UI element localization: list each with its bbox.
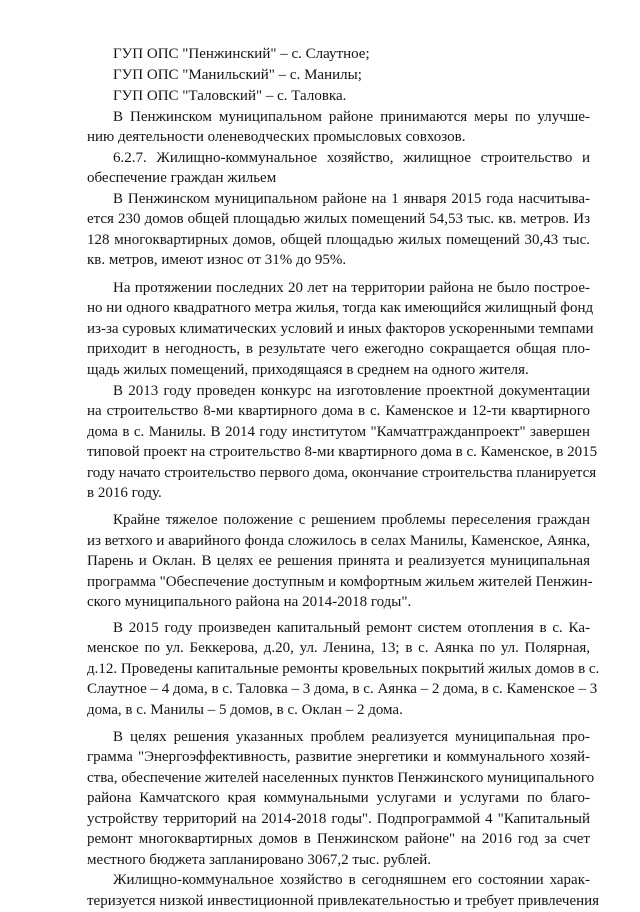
- text-line: в 2016 году.: [87, 485, 162, 501]
- text-line: из-за суровых климатических условий и иных факторов ускоренными темпами: [87, 321, 594, 337]
- text-line: из ветхого и аварийного фонда сложилось в селах Манилы, Каменское, Аянка,: [87, 533, 590, 549]
- text-line: дома в с. Манилы. В 2014 году институтом "Камчатгражданпроект" завершен: [87, 424, 590, 440]
- text-line: ГУП ОПС "Таловский" – с. Таловка.: [113, 88, 347, 104]
- text-line: грамма "Энергоэффективность, развитие энергетики и коммунального хозяй-: [87, 749, 590, 765]
- text-line: дома, в с. Манилы – 5 домов, в с. Оклан – 2 дома.: [87, 702, 403, 718]
- text-line: В 2015 году произведен капитальный ремонт систем отопления в с. Ка-: [113, 620, 590, 636]
- text-line: менское по ул. Беккерова, д.20, ул. Ленина, 13; в с. Аянка по ул. Полярная,: [87, 640, 590, 656]
- text-line: В 2013 году проведен конкурс на изготовление проектной документации: [113, 383, 590, 399]
- text-line: щадь жилых помещений, приходящаяся в среднем на одного жителя.: [87, 362, 529, 378]
- text-line: нию деятельности оленеводческих промысловых совхозов.: [87, 129, 466, 145]
- text-line: Слаутное – 4 дома, в с. Таловка – 3 дома, в с. Аянка – 2 дома, в с. Каменское – 3: [87, 681, 598, 697]
- text-line: но ни одного квадратного метра жилья, тогда как имеющийся жилищный фонд: [87, 300, 594, 316]
- text-line: программа "Обеспечение доступным и комфортным жильем жителей Пенжин-: [87, 574, 593, 590]
- text-line: На протяжении последних 20 лет на территории района не было построе-: [113, 280, 590, 296]
- text-line: д.12. Проведены капитальные ремонты кровельных покрытий жилых домов в с.: [87, 661, 600, 677]
- text-line: района Камчатского края коммунальными услугами и услугами по благо-: [87, 790, 590, 806]
- text-line: кв. метров, имеют износ от 31% до 95%.: [87, 252, 347, 268]
- text-line: ГУП ОПС "Манильский" – с. Манилы;: [113, 67, 362, 83]
- text-line: местного бюджета запланировано 3067,2 тыс. рублей.: [87, 852, 431, 868]
- text-line: на строительство 8-ми квартирного дома в с. Каменское и 12-ти квартирного: [87, 403, 590, 419]
- text-line: типовой проект на строительство 8-ми квартирного дома в с. Каменское, в 2015: [87, 444, 598, 460]
- text-line: устройству территорий на 2014-2018 годы". Подпрограммой 4 "Капитальный: [87, 811, 590, 827]
- text-line: 128 многоквартирных домов, общей площадью жилых помещений 30,43 тыс.: [87, 232, 590, 248]
- text-line: В Пенжинском муниципальном районе на 1 января 2015 года насчитыва-: [113, 191, 590, 207]
- section-heading: обеспечение граждан жильем: [87, 170, 277, 186]
- text-line: ремонт многоквартирных домов в Пенжинском районе" на 2016 год за счет: [87, 831, 590, 847]
- text-line: ется 230 домов общей площадью жилых помещений 54,53 тыс. кв. метров. Из: [87, 211, 590, 227]
- text-line: приходит в негодность, в результате чего ежегодно сокращается общая пло-: [87, 341, 590, 357]
- text-line: Парень и Оклан. В целях ее решения принята и реализуется муниципальная: [87, 553, 590, 569]
- text-line: ства, обеспечение жителей населенных пунктов Пенжинского муниципального: [87, 770, 595, 786]
- text-line: В Пенжинском муниципальном районе принимаются меры по улучше-: [113, 109, 590, 125]
- text-line: Жилищно-коммунальное хозяйство в сегодняшнем его состоянии харак-: [113, 872, 590, 888]
- text-line: году начато строительство первого дома, окончание строительства планируется: [87, 465, 597, 481]
- text-line: ГУП ОПС "Пенжинский" – с. Слаутное;: [113, 46, 370, 62]
- text-line: ского муниципального района на 2014-2018 годы".: [87, 594, 412, 610]
- section-heading: 6.2.7. Жилищно-коммунальное хозяйство, жилищное строительство и: [113, 150, 590, 166]
- text-line: теризуется низкой инвестиционной привлекательностью и требует привлечения: [87, 893, 600, 909]
- text-line: Крайне тяжелое положение с решением проблемы переселения граждан: [113, 512, 590, 528]
- text-line: В целях решения указанных проблем реализуется муниципальная про-: [113, 729, 590, 745]
